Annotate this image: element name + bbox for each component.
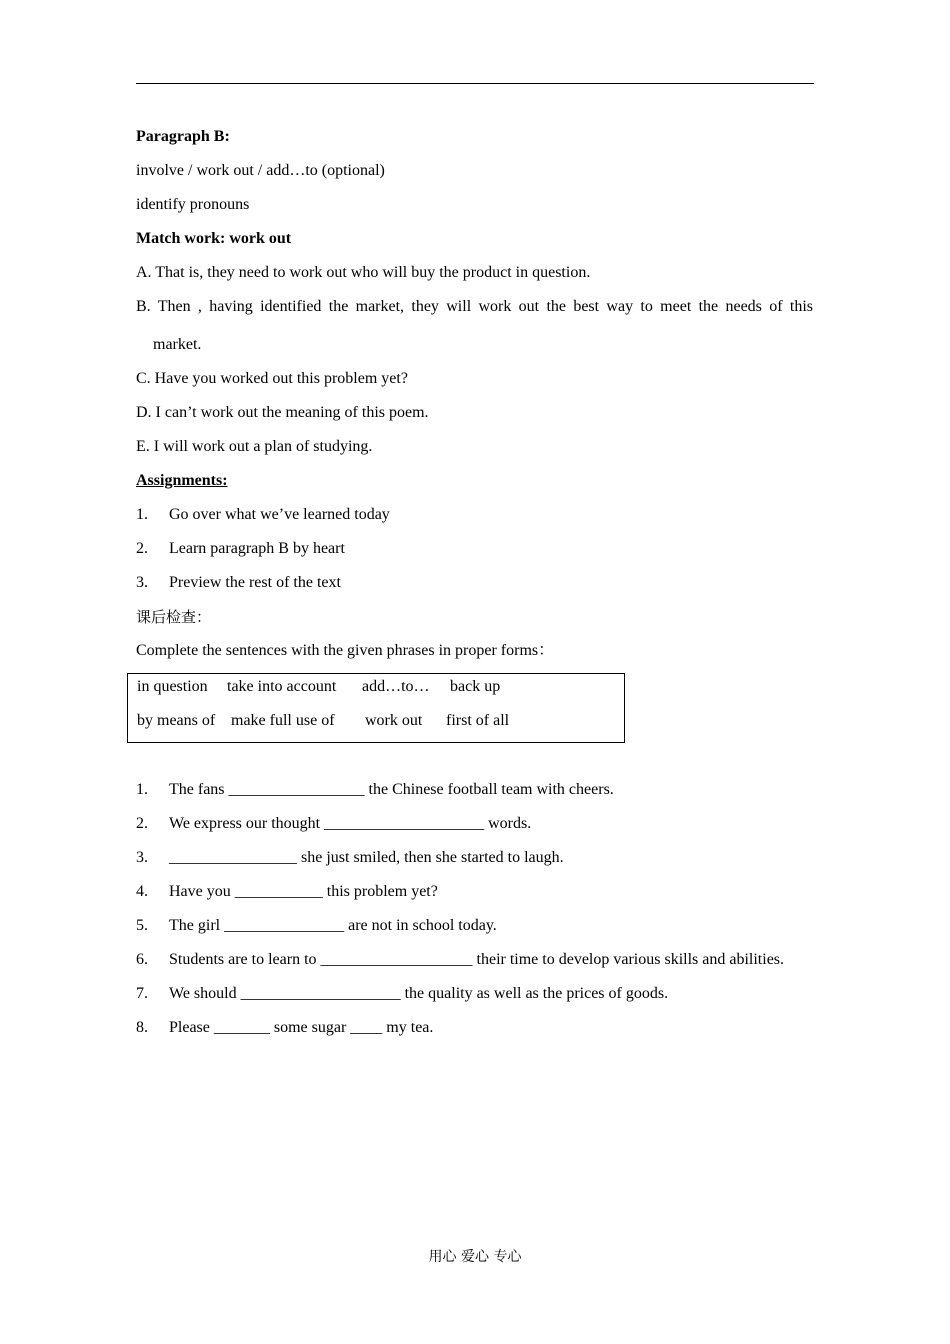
match-item-b: B. Then , having identified the market, they will work out the best way to meet the needs of this: [136, 298, 813, 315]
phrase: add…to…: [362, 678, 430, 695]
phrase: back up: [450, 678, 501, 695]
assignment-number: 3.: [136, 574, 148, 591]
exercise-number: 6.: [136, 951, 148, 968]
phrase: first of all: [446, 712, 510, 729]
phrase-row-1: [137, 677, 500, 697]
exercise-number: 4.: [136, 883, 148, 900]
paragraph-b-heading: Paragraph B:: [136, 128, 230, 145]
exercise-item: [136, 916, 497, 936]
exercise-text: Please _______ some sugar ____ my tea.: [169, 1019, 434, 1036]
exercise-number: 5.: [136, 917, 148, 934]
exercise-item: [136, 882, 438, 902]
exercise-text: Have you ___________ this problem yet?: [169, 883, 438, 900]
exercise-text: Students are to learn to ___________________ their time to develop various skills and abilities.: [169, 951, 785, 968]
exercise-item: [136, 984, 668, 1004]
exercise-text: We should ____________________ the quality as well as the prices of goods.: [169, 985, 669, 1002]
match-item-c: C. Have you worked out this problem yet?: [136, 370, 408, 387]
exercise-number: 8.: [136, 1019, 148, 1036]
assignment-item: [136, 539, 345, 559]
assignment-text: Learn paragraph B by heart: [169, 540, 345, 557]
phrase-box: [127, 673, 625, 743]
header-rule: [136, 83, 814, 84]
assignment-text: Preview the rest of the text: [169, 574, 341, 591]
phrase: take into account: [227, 678, 337, 695]
assignment-text: Go over what we’ve learned today: [169, 506, 390, 523]
exercise-text: ________________ she just smiled, then she started to laugh.: [169, 849, 564, 866]
exercise-item: [136, 950, 784, 970]
assignment-item: [136, 573, 341, 593]
check-instruction: Complete the sentences with the given phrases in proper forms：: [136, 642, 555, 659]
exercise-number: 2.: [136, 815, 148, 832]
paragraph-b-line-1: involve / work out / add…to (optional): [136, 162, 385, 179]
exercise-number: 3.: [136, 849, 148, 866]
assignment-number: 2.: [136, 540, 148, 557]
assignment-number: 1.: [136, 506, 148, 523]
match-item-b-continuation: market.: [153, 336, 202, 353]
phrase: by means of: [137, 712, 216, 729]
exercise-number: 1.: [136, 781, 148, 798]
page-footer: 用心 爱心 专心: [428, 1249, 522, 1265]
match-item-a: A. That is, they need to work out who will buy the product in question.: [136, 264, 591, 281]
match-item-e: E. I will work out a plan of studying.: [136, 438, 373, 455]
exercise-item: [136, 848, 564, 868]
exercise-number: 7.: [136, 985, 148, 1002]
exercise-text: We express our thought ____________________ words.: [169, 815, 532, 832]
phrase: make full use of: [231, 712, 335, 729]
paragraph-b-line-2: identify pronouns: [136, 196, 250, 213]
exercise-text: The girl _______________ are not in school today.: [169, 917, 497, 934]
match-work-heading: Match work: work out: [136, 230, 292, 247]
exercise-text: The fans _________________ the Chinese football team with cheers.: [169, 781, 614, 798]
exercise-item: [136, 814, 531, 834]
check-heading: 课后检查：: [136, 608, 212, 626]
phrase-row-2: [137, 711, 509, 731]
phrase: work out: [365, 712, 423, 729]
assignment-item: [136, 505, 390, 525]
exercise-item: [136, 1018, 433, 1038]
match-item-d: D. I can’t work out the meaning of this poem.: [136, 404, 429, 421]
exercise-item: [136, 780, 614, 800]
assignments-heading: Assignments:: [136, 472, 228, 489]
phrase: in question: [137, 678, 208, 695]
